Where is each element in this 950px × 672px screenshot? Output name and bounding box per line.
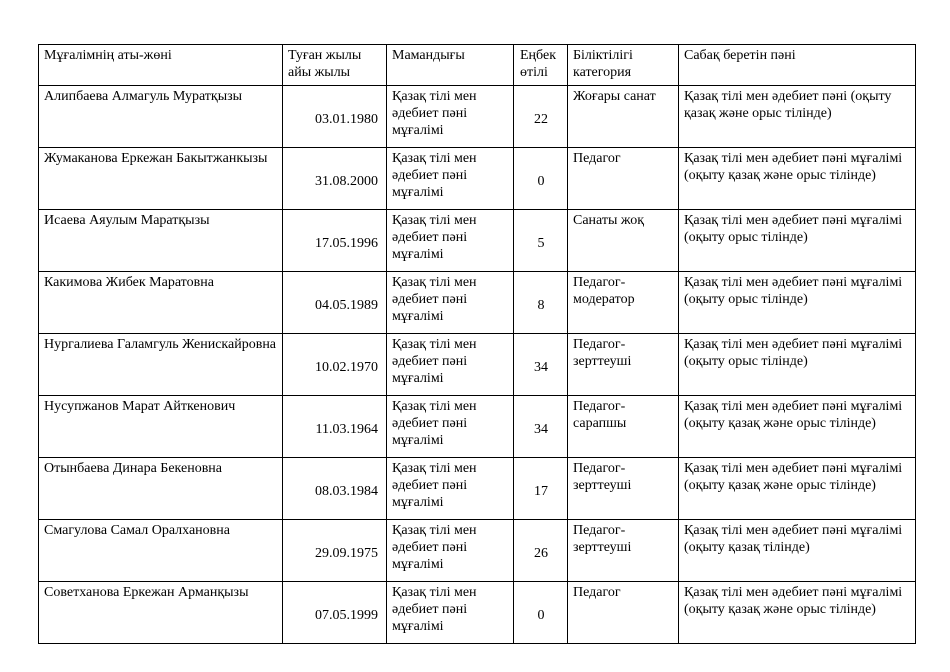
cell-birth-date: 04.05.1989	[283, 272, 387, 334]
cell-specialty: Қазақ тілі мен әдебиет пәні мұғалімі	[387, 520, 514, 582]
cell-subject: Қазақ тілі мен әдебиет пәні мұғалімі (оқыту қазақ тілінде)	[679, 520, 916, 582]
table-row	[39, 148, 916, 210]
cell-experience: 8	[514, 272, 568, 334]
header-subject: Сабақ беретін пәні	[679, 45, 916, 86]
cell-specialty: Қазақ тілі мен әдебиет пәні мұғалімі	[387, 334, 514, 396]
cell-subject: Қазақ тілі мен әдебиет пәні мұғалімі (оқыту орыс тілінде)	[679, 210, 916, 272]
teachers-table	[38, 44, 916, 644]
cell-name: Алипбаева Алмагуль Муратқызы	[39, 86, 283, 148]
table-header-row	[39, 45, 916, 86]
cell-birth-date: 29.09.1975	[283, 520, 387, 582]
cell-category: Педагог	[568, 582, 679, 644]
table-row	[39, 396, 916, 458]
table-row	[39, 210, 916, 272]
cell-category: Жоғары санат	[568, 86, 679, 148]
cell-birth-date: 03.01.1980	[283, 86, 387, 148]
header-birth-date: Туған жылы айы жылы	[283, 45, 387, 86]
cell-experience: 34	[514, 396, 568, 458]
cell-name: Нусупжанов Марат Айткенович	[39, 396, 283, 458]
cell-category: Педагог-сарапшы	[568, 396, 679, 458]
table-row	[39, 520, 916, 582]
cell-experience: 5	[514, 210, 568, 272]
cell-name: Какимова Жибек Маратовна	[39, 272, 283, 334]
cell-specialty: Қазақ тілі мен әдебиет пәні мұғалімі	[387, 582, 514, 644]
table-row	[39, 458, 916, 520]
cell-experience: 0	[514, 582, 568, 644]
cell-category: Педагог-зерттеуші	[568, 458, 679, 520]
cell-experience: 17	[514, 458, 568, 520]
cell-birth-date: 08.03.1984	[283, 458, 387, 520]
cell-experience: 0	[514, 148, 568, 210]
cell-birth-date: 17.05.1996	[283, 210, 387, 272]
header-experience: Еңбек өтілі	[514, 45, 568, 86]
cell-subject: Қазақ тілі мен әдебиет пәні мұғалімі (оқыту қазақ және орыс тілінде)	[679, 396, 916, 458]
cell-subject: Қазақ тілі мен әдебиет пәні мұғалімі (оқыту орыс тілінде)	[679, 272, 916, 334]
table-row	[39, 272, 916, 334]
cell-specialty: Қазақ тілі мен әдебиет пәні мұғалімі	[387, 272, 514, 334]
cell-specialty: Қазақ тілі мен әдебиет пәні мұғалімі	[387, 458, 514, 520]
cell-category: Педагог-модератор	[568, 272, 679, 334]
cell-subject: Қазақ тілі мен әдебиет пәні мұғалімі (оқыту қазақ және орыс тілінде)	[679, 458, 916, 520]
cell-experience: 22	[514, 86, 568, 148]
cell-subject: Қазақ тілі мен әдебиет пәні (оқыту қазақ және орыс тілінде)	[679, 86, 916, 148]
cell-category: Педагог-зерттеуші	[568, 520, 679, 582]
cell-name: Советханова Еркежан Арманқызы	[39, 582, 283, 644]
cell-birth-date: 10.02.1970	[283, 334, 387, 396]
cell-birth-date: 07.05.1999	[283, 582, 387, 644]
table-row	[39, 86, 916, 148]
cell-subject: Қазақ тілі мен әдебиет пәні мұғалімі (оқыту орыс тілінде)	[679, 334, 916, 396]
cell-birth-date: 11.03.1964	[283, 396, 387, 458]
table-row	[39, 582, 916, 644]
cell-category: Педагог-зерттеуші	[568, 334, 679, 396]
cell-specialty: Қазақ тілі мен әдебиет пәні мұғалімі	[387, 148, 514, 210]
header-category: Біліктілігі категория	[568, 45, 679, 86]
cell-name: Исаева Аяулым Маратқызы	[39, 210, 283, 272]
cell-subject: Қазақ тілі мен әдебиет пәні мұғалімі (оқыту қазақ және орыс тілінде)	[679, 148, 916, 210]
cell-specialty: Қазақ тілі мен әдебиет пәні мұғалімі	[387, 86, 514, 148]
cell-category: Педагог	[568, 148, 679, 210]
cell-specialty: Қазақ тілі мен әдебиет пәні мұғалімі	[387, 210, 514, 272]
cell-specialty: Қазақ тілі мен әдебиет пәні мұғалімі	[387, 396, 514, 458]
cell-name: Отынбаева Динара Бекеновна	[39, 458, 283, 520]
header-specialty: Мамандығы	[387, 45, 514, 86]
cell-subject: Қазақ тілі мен әдебиет пәні мұғалімі (оқыту қазақ және орыс тілінде)	[679, 582, 916, 644]
cell-birth-date: 31.08.2000	[283, 148, 387, 210]
cell-category: Санаты жоқ	[568, 210, 679, 272]
cell-name: Нургалиева Галамгуль Женискайровна	[39, 334, 283, 396]
cell-name: Жумаканова Еркежан Бакытжанкызы	[39, 148, 283, 210]
table-row	[39, 334, 916, 396]
cell-name: Смагулова Самал Оралхановна	[39, 520, 283, 582]
cell-experience: 26	[514, 520, 568, 582]
cell-experience: 34	[514, 334, 568, 396]
header-name: Мұғалімнің аты-жөні	[39, 45, 283, 86]
